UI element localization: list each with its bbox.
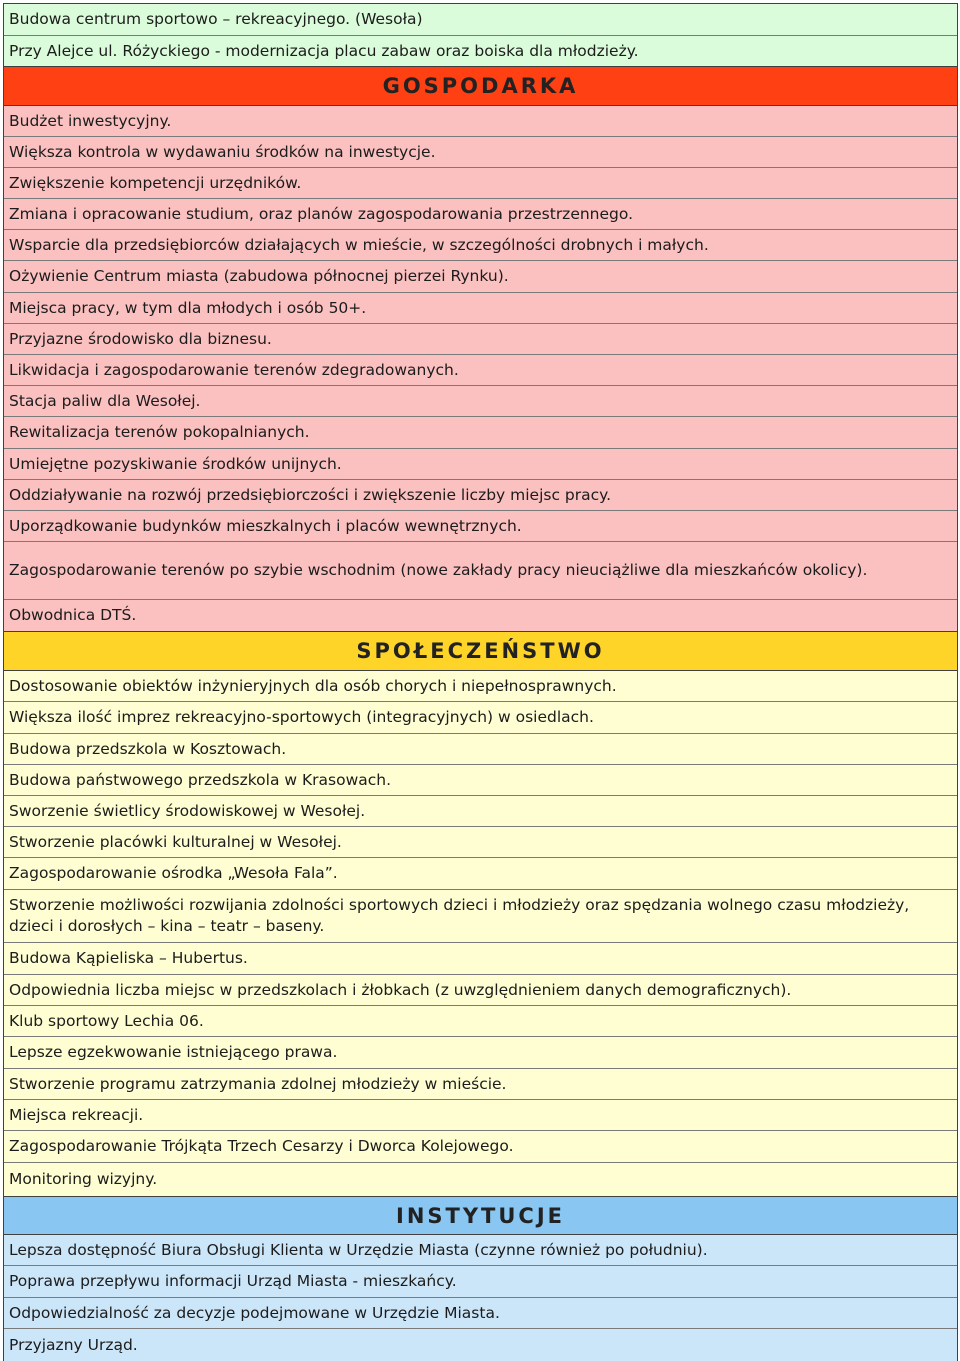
list-item-text: Wsparcie dla przedsiębiorców działających w mieście, w szczególności drobnych i małych. <box>9 235 709 254</box>
list-item-text: Lepsza dostępność Biura Obsługi Klienta w Urzędzie Miasta (czynne również po południu). <box>9 1240 708 1259</box>
list-item <box>4 1006 957 1037</box>
list-item <box>4 542 957 600</box>
list-item <box>4 386 957 417</box>
list-item-text: Budowa przedszkola w Kosztowach. <box>9 739 287 758</box>
list-item <box>4 137 957 168</box>
list-item <box>4 106 957 137</box>
list-item-text: Odpowiedzialność za decyzje podejmowane w Urzędzie Miasta. <box>9 1303 500 1322</box>
list-item-text: Większa ilość imprez rekreacyjno-sportowych (integracyjnych) w osiedlach. <box>9 708 594 726</box>
list-item-text: Monitoring wizyjny. <box>9 1170 158 1188</box>
section-body-gospodarka <box>3 106 958 631</box>
list-item <box>4 199 957 230</box>
list-item <box>4 975 957 1006</box>
list-item <box>4 36 957 67</box>
list-item <box>4 858 957 890</box>
list-item-text: Ożywienie Centrum miasta (zabudowa północnej pierzei Rynku). <box>9 267 509 285</box>
section-title: GOSPODARKA <box>382 74 579 98</box>
list-item <box>4 355 957 386</box>
list-item-text: Zmiana i opracowanie studium, oraz planów zagospodarowania przestrzennego. <box>9 204 634 223</box>
list-item-text: Budowa państwowego przedszkola w Krasowach. <box>9 770 392 789</box>
list-item-text: Odpowiednia liczba miejsc w przedszkolach i żłobkach (z uwzględnieniem danych demograficznych). <box>9 980 792 999</box>
list-item <box>4 765 957 796</box>
list-item-text: Budowa centrum sportowo – rekreacyjnego. (Wesoła) <box>9 10 423 28</box>
list-item <box>4 511 957 542</box>
list-item <box>4 796 957 827</box>
list-item <box>4 1266 957 1298</box>
list-item-text: Umiejętne pozyskiwanie środków unijnych. <box>9 454 342 473</box>
list-item-text: Obwodnica DTŚ. <box>9 606 137 624</box>
list-item <box>4 449 957 480</box>
section-body-instytucje <box>3 1235 958 1361</box>
list-item <box>4 1235 957 1266</box>
list-item <box>4 4 957 36</box>
list-item <box>4 261 957 293</box>
list-item-text: Stworzenie programu zatrzymania zdolnej młodzieży w mieście. <box>9 1074 507 1093</box>
list-item <box>4 417 957 449</box>
top-block <box>3 3 958 66</box>
list-item-text: Stworzenie placówki kulturalnej w Wesołej. <box>9 832 342 851</box>
list-item <box>4 671 957 702</box>
list-item <box>4 293 957 324</box>
section-header-instytucje <box>3 1196 958 1235</box>
section-header-gospodarka <box>3 66 958 106</box>
list-item <box>4 1100 957 1131</box>
list-item <box>4 1131 957 1163</box>
list-item <box>4 168 957 199</box>
list-item-text: Miejsca rekreacji. <box>9 1105 144 1124</box>
list-item-text: Lepsze egzekwowanie istniejącego prawa. <box>9 1043 338 1061</box>
list-item <box>4 1069 957 1100</box>
list-item-text: Stacja paliw dla Wesołej. <box>9 391 201 410</box>
section-title: INSTYTUCJE <box>396 1203 565 1228</box>
list-item-text: Przy Alejce ul. Różyckiego - modernizacja placu zabaw oraz boiska dla młodzieży. <box>9 41 639 60</box>
list-item-text: Przyjazne środowisko dla biznesu. <box>9 329 272 348</box>
list-item <box>4 702 957 734</box>
list-item-text: Stworzenie możliwości rozwijania zdolności sportowych dzieci i młodzieży oraz spędzania wolnego czasu młodzieży, dzieci i dorosłych – kina – teatr – baseny. <box>9 896 910 935</box>
list-item-text: Poprawa przepływu informacji Urząd Miasta - mieszkańcy. <box>9 1272 457 1290</box>
list-item-text: Zagospodarowanie ośrodka „Wesoła Fala”. <box>9 864 338 882</box>
list-item <box>4 600 957 631</box>
list-item-text: Rewitalizacja terenów pokopalnianych. <box>9 423 310 441</box>
list-item-text: Większa kontrola w wydawaniu środków na inwestycje. <box>9 142 436 161</box>
list-item-text: Klub sportowy Lechia 06. <box>9 1011 204 1030</box>
section-body-spoleczenstwo <box>3 671 958 1196</box>
list-item-text: Uporządkowanie budynków mieszkalnych i placów wewnętrznych. <box>9 516 522 535</box>
list-item <box>4 734 957 765</box>
list-item <box>4 324 957 355</box>
list-item-text: Likwidacja i zagospodarowanie terenów zdegradowanych. <box>9 360 459 379</box>
list-item-text: Dostosowanie obiektów inżynieryjnych dla osób chorych i niepełnosprawnych. <box>9 676 617 695</box>
list-item <box>4 1163 957 1196</box>
list-item-text: Budżet inwestycyjny. <box>9 111 172 130</box>
list-item <box>4 943 957 975</box>
list-item-text: Sworzenie świetlicy środowiskowej w Wesołej. <box>9 801 366 820</box>
list-item-text: Zagospodarowanie terenów po szybie wschodnim (nowe zakłady pracy nieuciążliwe dla mieszkańców okolicy). <box>9 561 868 579</box>
list-item <box>4 1329 957 1361</box>
list-item <box>4 827 957 858</box>
list-item <box>4 1298 957 1329</box>
list-item-text: Zwiększenie kompetencji urzędników. <box>9 173 302 192</box>
section-header-spoleczenstwo <box>3 631 958 671</box>
section-title: SPOŁECZEŃSTWO <box>356 639 605 663</box>
list-item <box>4 890 957 943</box>
list-item-text: Przyjazny Urząd. <box>9 1335 138 1354</box>
list-item-text: Oddziaływanie na rozwój przedsiębiorczości i zwiększenie liczby miejsc pracy. <box>9 485 612 504</box>
list-item-text: Budowa Kąpieliska – Hubertus. <box>9 949 248 967</box>
list-item-text: Zagospodarowanie Trójkąta Trzech Cesarzy i Dworca Kolejowego. <box>9 1137 514 1155</box>
list-item <box>4 480 957 511</box>
list-item <box>4 1037 957 1069</box>
list-item-text: Miejsca pracy, w tym dla młodych i osób 50+. <box>9 298 367 317</box>
list-item <box>4 230 957 261</box>
